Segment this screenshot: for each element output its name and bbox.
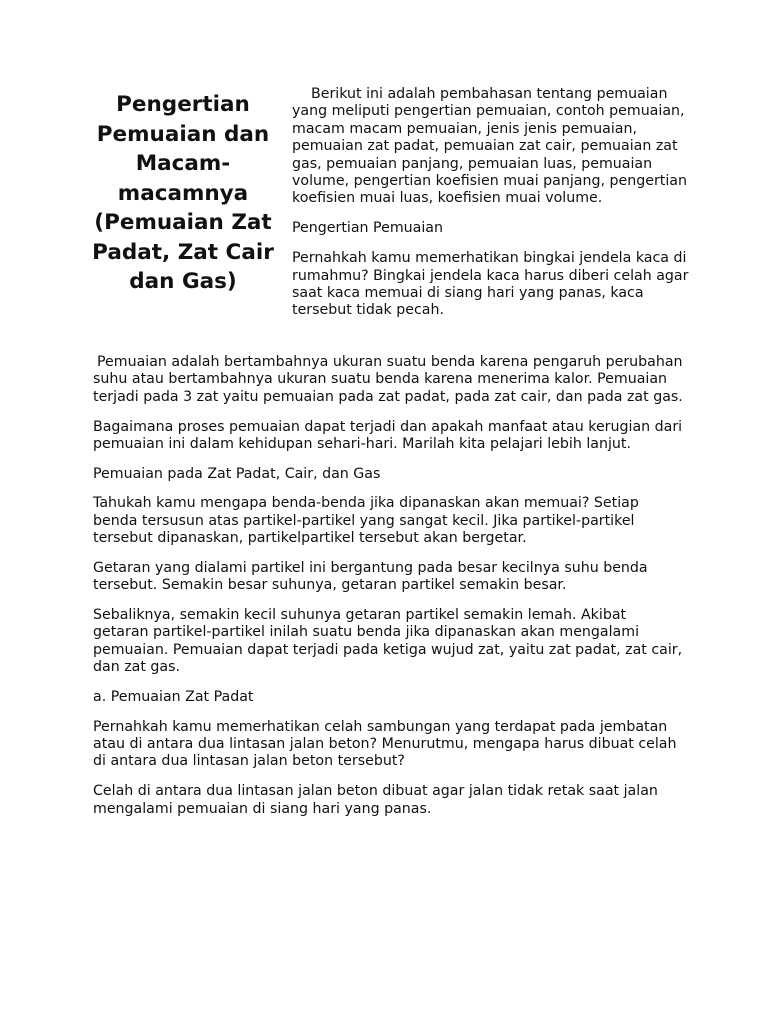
body-paragraph: Pemuaian adalah bertambahnya ukuran suatu benda karena pengaruh perubahan suhu atau bertambahnya ukuran suatu benda karena menerima kalor. Pemuaian terjadi pada 3 zat yaitu pemuaian pada zat padat, pada zat cair, dan pada zat gas.: [93, 354, 683, 405]
body-column: [93, 354, 683, 830]
section-heading: Pemuaian pada Zat Padat, Cair, dan Gas: [93, 465, 381, 482]
section-heading: Pengertian Pemuaian: [292, 220, 443, 237]
body-paragraph: Celah di antara dua lintasan jalan beton dibuat agar jalan tidak retak saat jalan mengalami pemuaian di siang hari yang panas.: [93, 783, 658, 817]
intro-paragraph: Pernahkah kamu memerhatikan bingkai jendela kaca di rumahmu? Bingkai jendela kaca harus diberi celah agar saat kaca memuai di siang hari yang panas, kaca tersebut tidak pecah.: [292, 250, 689, 319]
intro-column: [292, 86, 692, 332]
body-paragraph: Pernahkah kamu memerhatikan celah sambungan yang terdapat pada jembatan atau di antara dua lintasan jalan beton? Menurutmu, mengapa harus dibuat celah di antara dua lintasan jalan beton tersebut?: [93, 718, 677, 770]
body-paragraph: Tahukah kamu mengapa benda-benda jika dipanaskan akan memuai? Setiap benda tersusun atas partikel-partikel yang sangat kecil. Jika partikel-partikel tersebut dipanaskan, partikelpartikel tersebut akan bergetar.: [93, 495, 639, 547]
section-heading: a. Pemuaian Zat Padat: [93, 688, 254, 705]
body-paragraph: Sebaliknya, semakin kecil suhunya getaran partikel semakin lemah. Akibat getaran partikel-partikel inilah suatu benda jika dipanaskan akan mengalami pemuaian. Pemuaian dapat terjadi pada ketiga wujud zat, yaitu zat padat, zat cair, dan zat gas.: [93, 606, 683, 676]
document-title: Pengertian Pemuaian dan Macam-macamnya (Pemuaian Zat Padat, Zat Cair dan Gas): [92, 92, 274, 294]
intro-paragraph: Berikut ini adalah pembahasan tentang pemuaian yang meliputi pengertian pemuaian, contoh pemuaian, macam macam pemuaian, jenis jenis pemuaian, pemuaian zat padat, pemuaian zat cair, pemuaian zat gas, pemuaian panjang, pemuaian luas, pemuaian volume, pengertian koefisien muai panjang, pengertian koefisien muai luas, koefisien muai volume.: [292, 86, 687, 207]
body-paragraph: Bagaimana proses pemuaian dapat terjadi dan apakah manfaat atau kerugian dari pemuaian ini dalam kehidupan sehari-hari. Marilah kita pelajari lebih lanjut.: [93, 418, 683, 452]
body-paragraph: Getaran yang dialami partikel ini bergantung pada besar kecilnya suhu benda tersebut. Semakin besar suhunya, getaran partikel semakin besar.: [93, 559, 648, 594]
